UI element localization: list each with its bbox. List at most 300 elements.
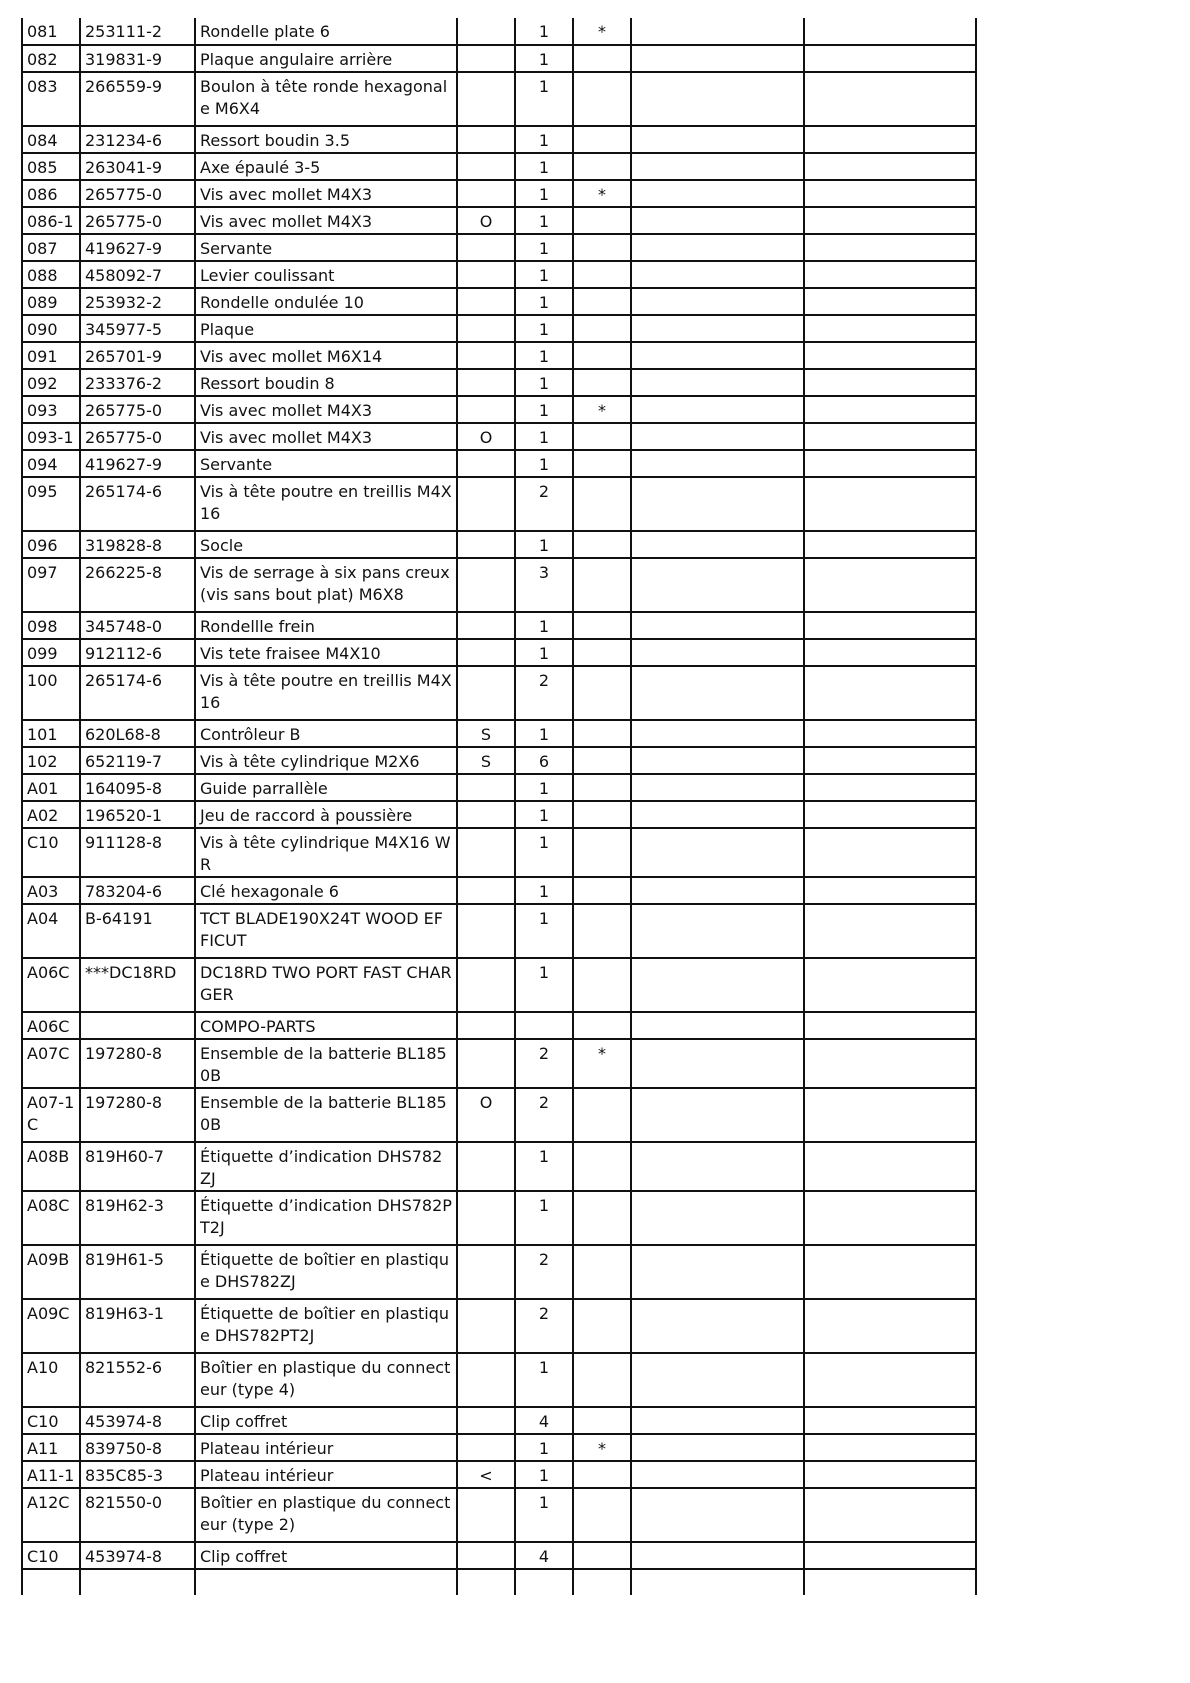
part-description: Axe épaulé 3-5 [195,153,457,180]
part-number: 835C85-3 [80,1461,195,1488]
part-description: Vis à tête cylindrique M4X16 WR [195,828,457,877]
part-flag [457,774,515,801]
part-number: 253111-2 [80,18,195,45]
part-quantity: 1 [515,396,573,423]
blank-cell [804,1088,976,1142]
part-flag [457,1039,515,1088]
item-number: 082 [22,45,80,72]
blank-cell [804,558,976,612]
table-row [22,531,976,558]
part-mark [573,423,631,450]
part-quantity: 1 [515,369,573,396]
part-mark [573,1299,631,1353]
part-quantity [515,1012,573,1039]
part-mark: * [573,1039,631,1088]
part-number: 819H63-1 [80,1299,195,1353]
part-quantity: 1 [515,315,573,342]
blank-cell [631,1407,804,1434]
part-description: Vis avec mollet M6X14 [195,342,457,369]
item-number: 083 [22,72,80,126]
table-row [22,18,976,45]
blank-cell [631,1012,804,1039]
part-mark: * [573,180,631,207]
part-flag: < [457,1461,515,1488]
blank-cell [631,342,804,369]
part-mark [573,45,631,72]
part-description: Boulon à tête ronde hexagonale M6X4 [195,72,457,126]
blank-cell [631,288,804,315]
part-description: Plateau intérieur [195,1461,457,1488]
item-number: A11 [22,1434,80,1461]
part-number: ***DC18RD [80,958,195,1012]
blank-cell [804,1461,976,1488]
part-flag [457,450,515,477]
item-number: 081 [22,18,80,45]
table-row [22,1299,976,1353]
blank-cell [804,315,976,342]
blank-cell [631,904,804,958]
part-description: Ressort boudin 3.5 [195,126,457,153]
blank-cell [804,877,976,904]
part-number: 253932-2 [80,288,195,315]
part-flag: O [457,207,515,234]
blank-cell [631,1245,804,1299]
part-quantity: 2 [515,666,573,720]
blank-cell [631,1353,804,1407]
blank-cell [804,396,976,423]
part-flag [457,369,515,396]
part-description: Rondelle plate 6 [195,18,457,45]
blank-cell [804,1299,976,1353]
blank-cell [804,45,976,72]
blank-cell [631,396,804,423]
item-number: 085 [22,153,80,180]
part-quantity: 1 [515,450,573,477]
blank-cell [631,877,804,904]
part-quantity: 4 [515,1542,573,1569]
part-quantity: 1 [515,18,573,45]
blank-cell [631,1191,804,1245]
part-description: Vis avec mollet M4X3 [195,180,457,207]
part-mark [573,1012,631,1039]
part-mark [573,126,631,153]
table-row [22,288,976,315]
blank-cell [804,904,976,958]
part-number: 345977-5 [80,315,195,342]
part-description: Vis avec mollet M4X3 [195,207,457,234]
table-row [22,180,976,207]
blank-cell [631,477,804,531]
part-flag: O [457,1088,515,1142]
part-mark [573,315,631,342]
table-row [22,1039,976,1088]
part-description: Socle [195,531,457,558]
table-row [22,639,976,666]
table-row [22,1142,976,1191]
table-row [22,1488,976,1542]
item-number: 093-1 [22,423,80,450]
blank-cell [631,207,804,234]
table-row [22,877,976,904]
blank-cell [804,18,976,45]
part-quantity: 4 [515,1407,573,1434]
part-quantity: 2 [515,1039,573,1088]
part-mark [573,1245,631,1299]
part-number: 319828-8 [80,531,195,558]
blank-cell [804,720,976,747]
table-row [22,1542,976,1569]
table-row [22,801,976,828]
part-mark [573,207,631,234]
blank-cell [804,1142,976,1191]
part-mark: * [573,18,631,45]
part-quantity: 2 [515,1088,573,1142]
item-number: C10 [22,1542,80,1569]
part-flag [457,801,515,828]
blank-cell [631,153,804,180]
part-number: 819H62-3 [80,1191,195,1245]
part-description: Vis à tête poutre en treillis M4X16 [195,666,457,720]
part-mark [573,531,631,558]
part-quantity: 1 [515,1461,573,1488]
part-number: 419627-9 [80,234,195,261]
part-flag [457,1353,515,1407]
blank-cell [631,1039,804,1088]
item-number: 091 [22,342,80,369]
table-row [22,1191,976,1245]
part-description: Rondelle ondulée 10 [195,288,457,315]
item-number: A07-1C [22,1088,80,1142]
item-number: 099 [22,639,80,666]
part-number: 197280-8 [80,1039,195,1088]
item-number: A03 [22,877,80,904]
part-number: 652119-7 [80,747,195,774]
part-description: Ensemble de la batterie BL1850B [195,1039,457,1088]
part-description: Clip coffret [195,1407,457,1434]
blank-cell [631,828,804,877]
part-mark: * [573,1434,631,1461]
part-description: Clip coffret [195,1542,457,1569]
part-description: Ensemble de la batterie BL1850B [195,1088,457,1142]
table-row [22,1245,976,1299]
item-number: 086 [22,180,80,207]
part-flag [457,1142,515,1191]
part-number: 345748-0 [80,612,195,639]
blank-cell [631,1569,804,1595]
item-number: A01 [22,774,80,801]
part-description: COMPO-PARTS [195,1012,457,1039]
part-quantity: 1 [515,774,573,801]
part-flag [457,180,515,207]
item-number: 101 [22,720,80,747]
part-quantity: 1 [515,612,573,639]
part-flag [457,126,515,153]
blank-cell [804,531,976,558]
part-quantity: 1 [515,1142,573,1191]
part-number: B-64191 [80,904,195,958]
part-flag [457,1542,515,1569]
part-mark [573,72,631,126]
part-flag [457,1191,515,1245]
part-mark [573,342,631,369]
item-number: 094 [22,450,80,477]
table-row [22,126,976,153]
blank-cell [457,1569,515,1595]
blank-cell [631,1299,804,1353]
part-flag [457,72,515,126]
part-number: 265775-0 [80,396,195,423]
part-mark [573,477,631,531]
part-flag [457,234,515,261]
part-mark [573,877,631,904]
parts-table-body [22,18,976,1595]
blank-cell [631,1434,804,1461]
table-row [22,747,976,774]
part-number [80,1012,195,1039]
part-quantity: 1 [515,180,573,207]
blank-cell [804,1407,976,1434]
blank-cell [631,801,804,828]
part-description: Vis avec mollet M4X3 [195,396,457,423]
blank-cell [804,234,976,261]
part-flag [457,558,515,612]
blank-cell [631,1088,804,1142]
part-quantity: 3 [515,558,573,612]
blank-cell [804,1569,976,1595]
blank-cell [631,1488,804,1542]
item-number: 102 [22,747,80,774]
item-number: 088 [22,261,80,288]
part-flag [457,477,515,531]
blank-cell [631,45,804,72]
part-mark [573,369,631,396]
part-number: 233376-2 [80,369,195,396]
item-number: 092 [22,369,80,396]
blank-cell [804,153,976,180]
table-row [22,450,976,477]
part-mark [573,958,631,1012]
part-flag: S [457,747,515,774]
table-row [22,396,976,423]
part-number: 912112-6 [80,639,195,666]
part-description: TCT BLADE190X24T WOOD EFFICUT [195,904,457,958]
part-flag [457,666,515,720]
table-row [22,72,976,126]
part-quantity: 1 [515,1434,573,1461]
part-quantity: 1 [515,801,573,828]
part-flag [457,1299,515,1353]
part-quantity: 1 [515,720,573,747]
blank-cell [631,720,804,747]
part-number: 419627-9 [80,450,195,477]
part-number: 265174-6 [80,666,195,720]
item-number: 090 [22,315,80,342]
part-quantity: 2 [515,1245,573,1299]
part-quantity: 1 [515,72,573,126]
part-description: Jeu de raccord à poussière [195,801,457,828]
part-mark: * [573,396,631,423]
part-mark [573,639,631,666]
part-description: Guide parrallèle [195,774,457,801]
table-row [22,423,976,450]
part-number: 266225-8 [80,558,195,612]
table-row [22,261,976,288]
blank-cell [804,828,976,877]
part-description: Boîtier en plastique du connecteur (type 2) [195,1488,457,1542]
part-mark [573,1407,631,1434]
item-number: A08C [22,1191,80,1245]
blank-cell [631,234,804,261]
part-flag [457,904,515,958]
item-number: A11-1 [22,1461,80,1488]
part-mark [573,1353,631,1407]
part-flag [457,153,515,180]
part-number: 265701-9 [80,342,195,369]
blank-cell [804,1353,976,1407]
part-quantity: 1 [515,153,573,180]
part-number: 911128-8 [80,828,195,877]
part-flag [457,342,515,369]
blank-cell [631,774,804,801]
table-row [22,207,976,234]
part-quantity: 1 [515,1488,573,1542]
part-flag [457,396,515,423]
part-flag [457,958,515,1012]
item-number: 086-1 [22,207,80,234]
part-mark [573,288,631,315]
part-description: Ressort boudin 8 [195,369,457,396]
blank-cell [804,423,976,450]
part-number: 821550-0 [80,1488,195,1542]
table-row [22,774,976,801]
part-quantity: 1 [515,261,573,288]
item-number: 098 [22,612,80,639]
blank-cell [804,612,976,639]
part-description: Vis à tête poutre en treillis M4X16 [195,477,457,531]
part-flag [457,261,515,288]
part-mark [573,612,631,639]
table-row [22,558,976,612]
item-number: A10 [22,1353,80,1407]
part-mark [573,1542,631,1569]
part-mark [573,1142,631,1191]
part-mark [573,828,631,877]
blank-cell [804,450,976,477]
part-description: Servante [195,234,457,261]
blank-cell [804,72,976,126]
blank-cell [631,639,804,666]
blank-cell [804,1542,976,1569]
part-number: 265174-6 [80,477,195,531]
part-flag [457,1012,515,1039]
part-number: 839750-8 [80,1434,195,1461]
part-flag [457,18,515,45]
part-description: Clé hexagonale 6 [195,877,457,904]
table-row [22,904,976,958]
blank-cell [804,1012,976,1039]
part-number: 231234-6 [80,126,195,153]
part-mark [573,774,631,801]
table-row [22,234,976,261]
item-number: 084 [22,126,80,153]
part-number: 197280-8 [80,1088,195,1142]
part-number: 453974-8 [80,1542,195,1569]
part-flag [457,639,515,666]
item-number: A06C [22,958,80,1012]
item-number: A08B [22,1142,80,1191]
table-row [22,1461,976,1488]
part-quantity: 1 [515,531,573,558]
part-flag [457,531,515,558]
part-quantity: 1 [515,288,573,315]
blank-cell [804,1245,976,1299]
part-mark [573,720,631,747]
blank-cell [804,774,976,801]
part-quantity: 6 [515,747,573,774]
blank-cell [631,1142,804,1191]
part-number: 458092-7 [80,261,195,288]
blank-cell [804,1434,976,1461]
part-flag [457,288,515,315]
part-mark [573,234,631,261]
part-flag [457,1488,515,1542]
part-quantity: 2 [515,477,573,531]
table-row [22,1434,976,1461]
table-row [22,666,976,720]
part-quantity: 1 [515,904,573,958]
part-description: Levier coulissant [195,261,457,288]
part-description: Vis avec mollet M4X3 [195,423,457,450]
part-description: Vis tete fraisee M4X10 [195,639,457,666]
item-number: 093 [22,396,80,423]
part-flag [457,877,515,904]
part-flag [457,1407,515,1434]
part-quantity: 1 [515,126,573,153]
part-description: Plateau intérieur [195,1434,457,1461]
blank-cell [631,612,804,639]
blank-cell [804,1191,976,1245]
blank-cell [804,666,976,720]
blank-cell [515,1569,573,1595]
blank-cell [631,958,804,1012]
part-description: Étiquette d’indication DHS782PT2J [195,1191,457,1245]
part-mark [573,1461,631,1488]
item-number: A09B [22,1245,80,1299]
part-quantity: 1 [515,1353,573,1407]
blank-cell [631,1461,804,1488]
table-row [22,153,976,180]
part-description: Étiquette de boîtier en plastique DHS782ZJ [195,1245,457,1299]
table-row [22,1088,976,1142]
part-quantity: 2 [515,1299,573,1353]
blank-cell [195,1569,457,1595]
table-row [22,342,976,369]
part-number: 783204-6 [80,877,195,904]
part-number: 819H60-7 [80,1142,195,1191]
table-row [22,369,976,396]
item-number: 089 [22,288,80,315]
part-number: 819H61-5 [80,1245,195,1299]
part-number: 196520-1 [80,801,195,828]
item-number: A02 [22,801,80,828]
part-description: Rondellle frein [195,612,457,639]
part-quantity: 1 [515,423,573,450]
part-flag [457,612,515,639]
item-number: C10 [22,828,80,877]
blank-cell [804,342,976,369]
part-mark [573,666,631,720]
blank-cell [804,207,976,234]
